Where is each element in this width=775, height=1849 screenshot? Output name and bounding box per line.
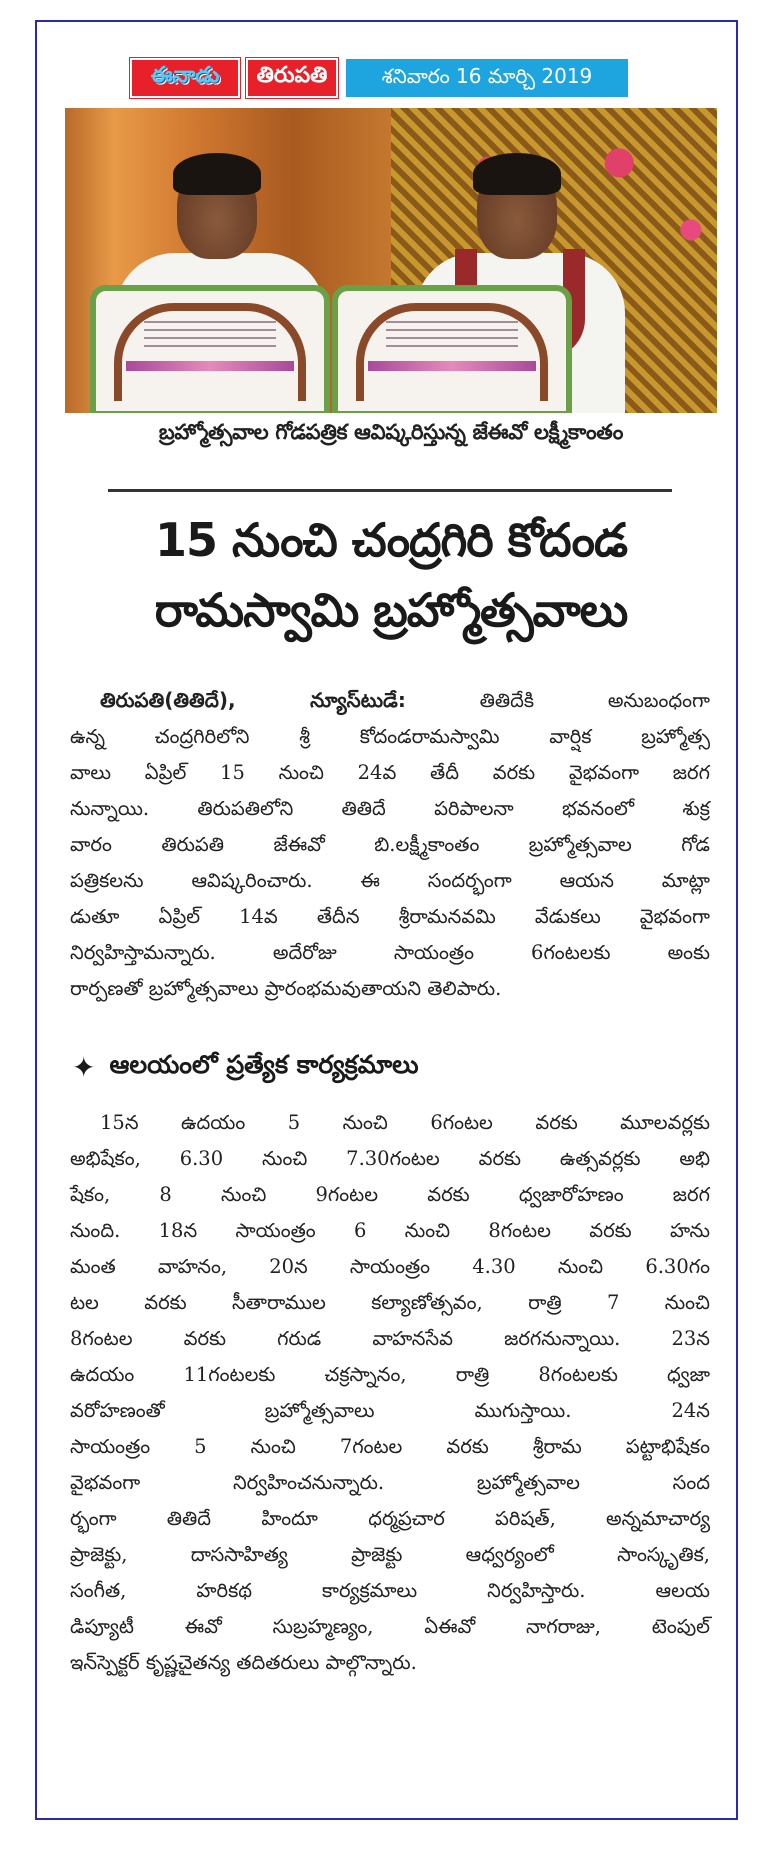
- article-line: పత్రికలను ఆవిష్కరించారు. ఈ సందర్భంగా ఆయన మాట్లా: [70, 869, 710, 892]
- subheading-text: ఆలయంలో ప్రత్యేక కార్యక్రమాలు: [109, 1050, 419, 1079]
- article-line: సాయంత్రం 5 నుంచి 7గంటల వరకు శ్రీరామ పట్టాభిషేకం: [70, 1435, 710, 1458]
- article-line: నిర్వహిస్తామన్నారు. అదేరోజు సాయంత్రం 6గంటలకు అంకు: [70, 941, 710, 964]
- article-line: ఉదయం 11గంటలకు చక్రస్నానం, రాత్రి 8గంటలకు ధ్వజా: [70, 1363, 710, 1386]
- article-line: 15న ఉదయం 5 నుంచి 6గంటల వరకు మూలవర్లకు: [100, 1111, 710, 1134]
- article-line: రార్పణతో బ్రహ్మోత్సవాలు ప్రారంభమవుతాయని తెలిపారు.: [70, 977, 502, 1000]
- article-line: ఉన్న చంద్రగిరిలోని శ్రీ కోదండరామస్వామి వార్షిక బ్రహ్మోత్స: [70, 725, 710, 748]
- four-point-star-icon: ✦: [72, 1051, 96, 1084]
- article-line: వాలు ఏప్రిల్ 15 నుంచి 24వ తేదీ వరకు వైభవంగా జరగ: [70, 761, 710, 784]
- article-line: టల వరకు సీతారాముల కల్యాణోత్సవం, రాత్రి 7 నుంచి: [70, 1291, 710, 1314]
- article-line: ర్భంగా తితిదే హిందూ ధర్మప్రచార పరిషత్, అన్నమాచార్య: [70, 1507, 710, 1530]
- edition-label: తిరుపతి: [246, 58, 338, 98]
- article-line: డుతూ ఏప్రిల్ 14వ తేదీన శ్రీరామనవమి వేడుకలు వైభవంగా: [70, 905, 710, 928]
- article-line: మంత వాహనం, 20న సాయంత్రం 4.30 నుంచి 6.30గం: [70, 1255, 710, 1278]
- dateline: తిరుపతి(తితిదే), న్యూస్‌టుడే:: [100, 688, 406, 712]
- article-line: వైభవంగా నిర్వహించనున్నారు. బ్రహ్మోత్సవాల సంద: [70, 1471, 710, 1494]
- article-line: 8గంటల వరకు గరుడ వాహనసేవ జరగనున్నాయి. 23న: [70, 1327, 710, 1350]
- article-paragraph-1: [70, 682, 710, 1007]
- news-photo: [65, 108, 717, 413]
- wall-poster-left: [90, 285, 330, 413]
- article-line: తిరుపతి(తితిదే), న్యూస్‌టుడే: తితిదేకి అనుబంధంగా: [100, 688, 711, 712]
- article-line: నున్నాయి. తిరుపతిలోని తితిదే పరిపాలనా భవనంలో శుక్ర: [70, 797, 710, 820]
- article-line: షేకం, 8 నుంచి 9గంటల వరకు ధ్వజారోహణం జరగ: [70, 1183, 710, 1206]
- photo-caption: బ్రహ్మోత్సవాల గోడపత్రిక ఆవిష్కరిస్తున్న జేఈవో లక్ష్మీకాంతం: [158, 420, 624, 444]
- article-line: డిప్యూటీ ఈవో సుబ్రహ్మణ్యం, ఏఈవో నాగరాజు, టెంపుల్: [70, 1615, 710, 1638]
- masthead: [130, 55, 628, 101]
- article-paragraph-2: [70, 1105, 710, 1681]
- article-line: ఇన్‌స్పెక్టర్ కృష్ణచైతన్య తదితరులు పాల్గొన్నారు.: [70, 1651, 417, 1674]
- headline-line-2: రామస్వామి బ్రహ్మోత్సవాలు: [154, 583, 628, 637]
- article-headline: [70, 505, 712, 645]
- divider-line: [108, 489, 672, 492]
- wall-poster-right: [332, 285, 572, 413]
- article-line: వరోహణంతో బ్రహ్మోత్సవాలు ముగుస్తాయి. 24న: [70, 1399, 710, 1422]
- section-subheading: [72, 1050, 419, 1086]
- article-line: నుంది. 18న సాయంత్రం 6 నుంచి 8గంటల వరకు హను: [70, 1219, 710, 1242]
- article-line: వారం తిరుపతి జేఈవో బి.లక్ష్మీకాంతం బ్రహ్మోత్సవాల గోడ: [70, 833, 710, 856]
- eenadu-logo: ఈనాడు: [130, 58, 240, 98]
- article-line: అభిషేకం, 6.30 నుంచి 7.30గంటల వరకు ఉత్సవర్లకు అభి: [70, 1147, 710, 1170]
- article-line: సంగీత, హరికథ కార్యక్రమాలు నిర్వహిస్తారు. ఆలయ: [70, 1579, 710, 1602]
- article-line: ప్రాజెక్టు, దాససాహిత్య ప్రాజెక్టు ఆధ్వర్యంలో సాంస్కృతిక,: [70, 1543, 710, 1566]
- publication-date: శనివారం 16 మార్చి 2019: [346, 59, 628, 97]
- headline-line-1: 15 నుంచి చంద్రగిరి కోదండ: [154, 513, 628, 567]
